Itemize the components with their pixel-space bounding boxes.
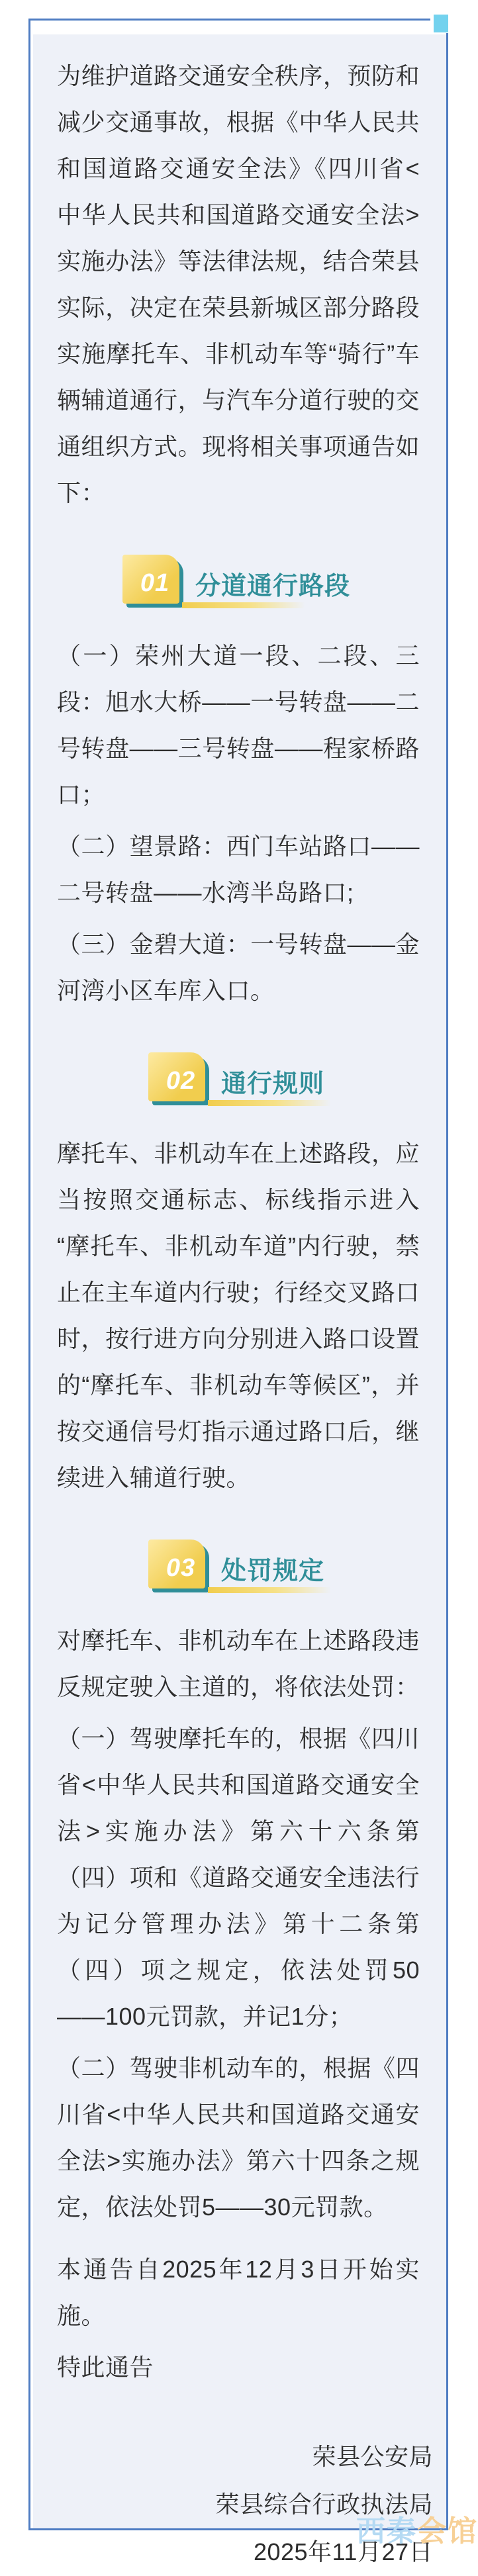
section-number-badge <box>126 559 183 608</box>
corner-accent <box>434 15 448 32</box>
section3-paragraph-1: 对摩托车、非机动车在上述路段违反规定驶入主道的，将依法处罚： <box>57 1627 420 1700</box>
section1-paragraph-1: （一）荣州大道一段、二段、三段：旭水大桥——一号转盘——二号转盘——三号转盘——程家桥路口； <box>57 642 420 808</box>
section1-paragraph-3: （三）金碧大道：一号转盘——金河湾小区车库入口。 <box>57 931 420 1004</box>
section-number: 01 <box>140 569 170 597</box>
section-header-3 <box>57 1543 420 1592</box>
section-number-badge <box>152 1543 209 1592</box>
section-header-1 <box>57 559 420 608</box>
section-title: 通行规则 <box>220 1070 324 1098</box>
gold-underline <box>182 602 305 608</box>
section2-paragraph-1: 摩托车、非机动车在上述路段，应当按照交通标志、标线指示进入“摩托车、非机动车道”内行驶，禁止在主车道内行驶；行经交叉路口时，按行进方向分别进入路口设置的“摩托车、非机动车等候区”，并按交通信号灯指示通过路口后，继续进入辅道行驶。 <box>57 1140 420 1491</box>
signature-block <box>57 2433 433 2576</box>
intro-paragraph: 为维护道路交通安全秩序，预防和减少交通事故，根据《中华人民共和国道路交通安全法》《四川省<中华人民共和国道路交通安全法>实施办法》等法律法规，结合荣县实际，决定在荣县新城区部分路段实施摩托车、非机动车等“骑行”车辆辅道通行，与汽车分道行驶的交通组织方式。现将相关事项通告如下： <box>57 62 420 506</box>
signature-agency-2: 荣县综合行政执法局 <box>215 2491 433 2518</box>
section1-paragraph-2: （二）望景路：西门车站路口——二号转盘——水湾半岛路口; <box>57 833 420 906</box>
section3-paragraph-2: （一）驾驶摩托车的，根据《四川省<中华人民共和国道路交通安全法>实施办法》第六十六条第（四）项和《道路交通安全违法行为记分管理办法》第十二条第（四）项之规定，依法处罚50——100元罚款，并记1分； <box>57 1725 420 2030</box>
section-number: 03 <box>166 1553 196 1582</box>
watermark-part2: 会馆 <box>417 2515 478 2548</box>
watermark <box>356 2507 478 2550</box>
gold-underline <box>208 1587 331 1593</box>
section-header-2 <box>57 1056 420 1105</box>
signature-date: 2025年11月27日 <box>253 2538 433 2565</box>
notice-content <box>33 34 446 2576</box>
signature-agency-1: 荣县公安局 <box>312 2443 433 2470</box>
section3-paragraph-3: （二）驾驶非机动车的，根据《四川省<中华人民共和国道路交通安全法>实施办法》第六十四条之规定，依法处罚5——30元罚款。 <box>57 2054 420 2221</box>
section-number: 02 <box>166 1066 196 1095</box>
section-number-badge <box>152 1056 209 1105</box>
section-title: 分道通行路段 <box>195 572 350 600</box>
effective-date-paragraph: 本通告自2025年12月3日开始实施。 <box>57 2256 420 2329</box>
gold-underline <box>208 1100 331 1106</box>
section-title: 处罚规定 <box>220 1557 324 1585</box>
closing-paragraph: 特此通告 <box>57 2354 154 2381</box>
watermark-part1: 西秦 <box>356 2515 417 2548</box>
